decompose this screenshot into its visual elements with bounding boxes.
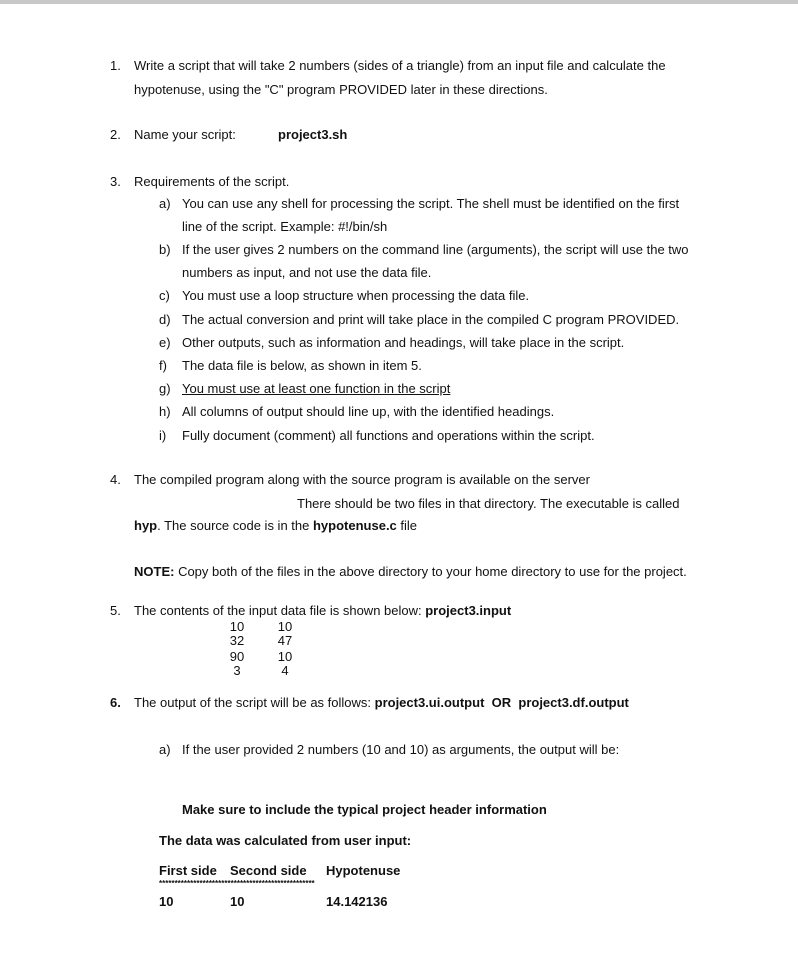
output-file-df: project3.df.output bbox=[518, 695, 629, 710]
output-first-side: 10 bbox=[159, 894, 174, 909]
req-e-line1: Other outputs, such as information and headings, will take place in the script. bbox=[182, 335, 625, 350]
item-4-line2: There should be two files in that directory. The executable is called bbox=[297, 496, 680, 511]
item-5-text: The contents of the input data file is shown below: bbox=[134, 603, 426, 618]
data-cell: 90 bbox=[229, 649, 245, 664]
item-1-line2: hypotenuse, using the "C" program PROVIDED later in these directions. bbox=[134, 82, 548, 97]
or-word: OR bbox=[491, 695, 512, 710]
item-6-line bbox=[134, 695, 629, 711]
req-h-line1: All columns of output should line up, with the identified headings. bbox=[182, 404, 555, 419]
req-d-letter: d) bbox=[159, 312, 171, 327]
req-c-letter: c) bbox=[159, 288, 170, 303]
req-g-line1: You must use at least one function in the script bbox=[182, 381, 451, 396]
data-cell: 10 bbox=[277, 619, 293, 634]
item-6-text: The output of the script will be as follows: bbox=[134, 695, 375, 710]
data-cell: 32 bbox=[229, 633, 245, 648]
script-name: project3.sh bbox=[278, 127, 348, 142]
item-3-number: 3. bbox=[110, 174, 121, 189]
item-5-number: 5. bbox=[110, 603, 121, 618]
note-text: Copy both of the files in the above directory to your home directory to use for the project. bbox=[174, 564, 687, 579]
req-b-letter: b) bbox=[159, 242, 171, 257]
req-g-letter: g) bbox=[159, 381, 171, 396]
req-b-line1: If the user gives 2 numbers on the command line (arguments), the script will use the two bbox=[182, 242, 689, 257]
req-c-line1: You must use a loop structure when processing the data file. bbox=[182, 288, 530, 303]
item-5-line bbox=[134, 603, 511, 619]
data-cell: 10 bbox=[229, 619, 245, 634]
item-4-line1: The compiled program along with the source program is available on the server bbox=[134, 472, 590, 487]
item-4-line3 bbox=[134, 518, 417, 534]
req-b-line2: numbers as input, and not use the data file. bbox=[182, 265, 432, 280]
item-2-number: 2. bbox=[110, 127, 121, 142]
calc-line: The data was calculated from user input: bbox=[159, 833, 412, 848]
output-hypotenuse: 14.142136 bbox=[326, 894, 388, 909]
col-header-first-side: First side bbox=[159, 863, 217, 878]
req-f-letter: f) bbox=[159, 358, 167, 373]
col-header-hypotenuse: Hypotenuse bbox=[326, 863, 401, 878]
req-a-line2: line of the script. Example: #!/bin/sh bbox=[182, 219, 388, 234]
top-border bbox=[0, 0, 798, 4]
req-e-letter: e) bbox=[159, 335, 171, 350]
executable-name: hyp bbox=[134, 518, 158, 533]
output-a-intro: If the user provided 2 numbers (10 and 10) as arguments, the output will be: bbox=[182, 742, 620, 757]
data-cell: 10 bbox=[277, 649, 293, 664]
data-cell: 3 bbox=[233, 663, 241, 678]
req-d-line1: The actual conversion and print will take place in the compiled C program PROVIDED. bbox=[182, 312, 680, 327]
data-cell: 47 bbox=[277, 633, 293, 648]
col-header-second-side: Second side bbox=[230, 863, 307, 878]
req-i-letter: i) bbox=[159, 428, 167, 443]
item-2-label: Name your script: bbox=[134, 127, 236, 142]
req-a-line1: You can use any shell for processing the script. The shell must be identified on the first bbox=[182, 196, 680, 211]
source-file-name: hypotenuse.c bbox=[312, 518, 397, 533]
item-4-line3-end: file bbox=[396, 518, 418, 533]
input-file-name: project3.input bbox=[425, 603, 512, 618]
note-label: NOTE: bbox=[134, 564, 175, 579]
req-h-letter: h) bbox=[159, 404, 171, 419]
output-file-ui: project3.ui.output bbox=[374, 695, 485, 710]
data-cell: 4 bbox=[281, 663, 289, 678]
output-a-letter: a) bbox=[159, 742, 171, 757]
output-second-side: 10 bbox=[230, 894, 245, 909]
item-4-number: 4. bbox=[110, 472, 121, 487]
req-f-line1: The data file is below, as shown in item 5. bbox=[182, 358, 422, 373]
header-note: Make sure to include the typical project header information bbox=[182, 802, 547, 817]
item-4-line3-mid: . The source code is in the bbox=[157, 518, 313, 533]
item-6-number: 6. bbox=[110, 695, 121, 710]
req-i-line1: Fully document (comment) all functions and operations within the script. bbox=[182, 428, 595, 443]
separator-line: ************************************************** bbox=[159, 879, 315, 888]
req-a-letter: a) bbox=[159, 196, 171, 211]
item-1-number: 1. bbox=[110, 58, 121, 73]
item-1-line1: Write a script that will take 2 numbers (sides of a triangle) from an input file and calculate the bbox=[134, 58, 666, 73]
item-3-label: Requirements of the script. bbox=[134, 174, 290, 189]
note bbox=[134, 564, 687, 580]
